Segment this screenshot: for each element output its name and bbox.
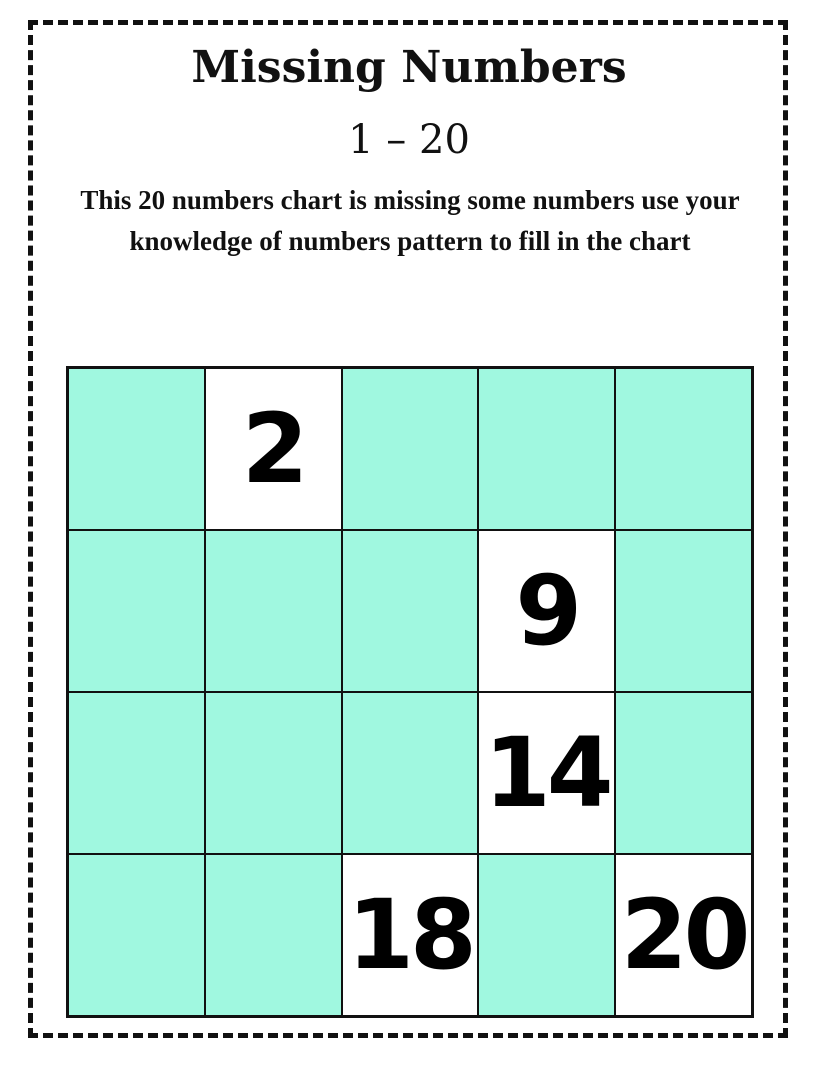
missing-number-cell[interactable]: [68, 530, 205, 692]
missing-number-cell[interactable]: [342, 530, 479, 692]
missing-number-cell[interactable]: [205, 530, 342, 692]
missing-number-cell[interactable]: [615, 692, 752, 854]
missing-number-cell[interactable]: [342, 368, 479, 530]
given-number-cell: 14: [478, 692, 615, 854]
missing-number-cell[interactable]: [205, 854, 342, 1016]
missing-number-cell[interactable]: [205, 692, 342, 854]
given-number-cell: 20: [615, 854, 752, 1016]
missing-number-cell[interactable]: [68, 368, 205, 530]
instructions-text: This 20 numbers chart is missing some numbers use your knowledge of numbers pattern to fill in the chart: [80, 185, 740, 256]
missing-number-cell[interactable]: [68, 692, 205, 854]
given-number-cell: 9: [478, 530, 615, 692]
number-range: 1 – 20: [348, 117, 470, 163]
given-number-cell: 18: [342, 854, 479, 1016]
missing-number-cell[interactable]: [615, 368, 752, 530]
missing-number-cell[interactable]: [68, 854, 205, 1016]
missing-number-cell[interactable]: [478, 854, 615, 1016]
worksheet-title: Missing Numbers: [191, 42, 627, 93]
given-number-cell: 2: [205, 368, 342, 530]
number-chart-grid: [66, 366, 754, 1018]
missing-number-cell[interactable]: [342, 692, 479, 854]
missing-number-cell[interactable]: [478, 368, 615, 530]
missing-number-cell[interactable]: [615, 530, 752, 692]
